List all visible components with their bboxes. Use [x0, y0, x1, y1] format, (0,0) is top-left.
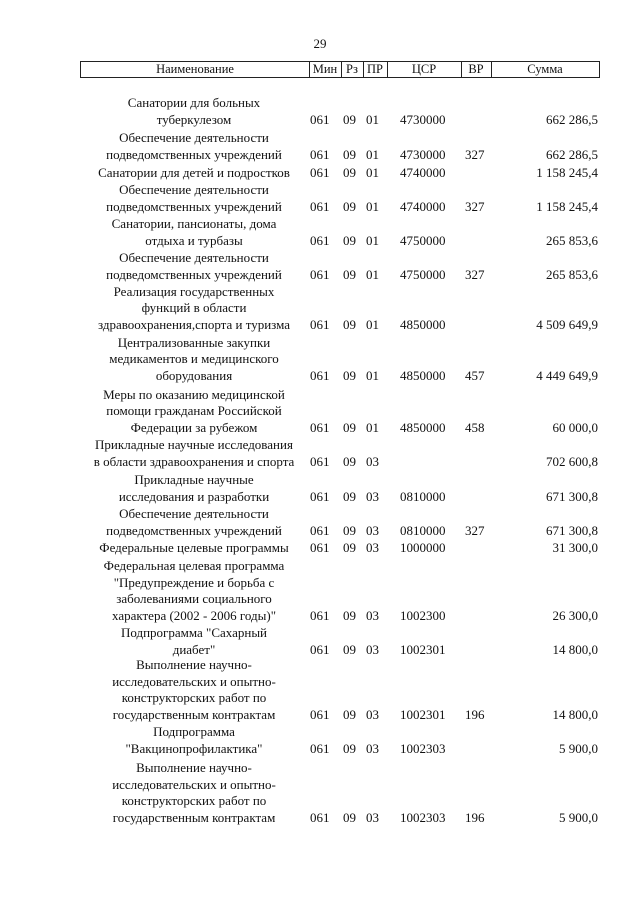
cell-pr: 01 — [366, 316, 379, 332]
row-name-line: Обеспечение деятельности — [119, 506, 269, 521]
row-name — [88, 437, 300, 470]
cell-pr: 03 — [366, 539, 379, 555]
row-name-line: Федерации за рубежом — [130, 419, 258, 435]
row-name-line: "Предупреждение и борьба с — [113, 574, 275, 590]
cell-min: 061 — [310, 809, 330, 825]
row-name — [88, 506, 300, 539]
cell-rz: 09 — [343, 539, 356, 555]
cell-min: 061 — [310, 641, 330, 657]
row-name-line: Подпрограмма — [153, 724, 235, 739]
row-name-line: конструкторских работ по — [121, 690, 267, 705]
row-name-line: Федеральные целевые программы — [99, 539, 289, 555]
cell-csr: 4740000 — [400, 164, 446, 180]
row-name-line: "Вакцинопрофилактика" — [125, 740, 263, 756]
cell-csr: 4850000 — [400, 419, 446, 435]
row-name — [88, 335, 300, 385]
row-name — [88, 724, 300, 757]
row-name-line: исследования и разработки — [118, 488, 270, 504]
cell-csr: 1000000 — [400, 539, 446, 555]
cell-rz: 09 — [343, 111, 356, 127]
row-name-line: исследовательских и опытно- — [112, 673, 276, 689]
cell-pr: 03 — [366, 453, 379, 469]
row-name-line: Выполнение научно- — [136, 657, 252, 672]
row-name-line: туберкулезом — [156, 111, 232, 127]
table-row — [0, 625, 640, 658]
cell-sum: 60 000,0 — [552, 419, 598, 435]
row-name-line: Обеспечение деятельности — [119, 182, 269, 197]
row-name — [88, 540, 300, 557]
cell-min: 061 — [310, 316, 330, 332]
page-number: 29 — [313, 36, 327, 51]
cell-sum: 1 158 245,4 — [536, 198, 598, 214]
cell-rz: 09 — [343, 198, 356, 214]
row-name — [88, 387, 300, 437]
cell-csr: 1002303 — [400, 809, 446, 825]
cell-pr: 01 — [366, 232, 379, 248]
row-name-line: здравоохранения,спорта и туризма — [97, 316, 291, 332]
cell-sum: 662 286,5 — [546, 111, 598, 127]
cell-vr: 196 — [465, 706, 485, 722]
row-name-line: Санатории для больных — [127, 95, 261, 110]
cell-csr: 4730000 — [400, 111, 446, 127]
row-name — [88, 657, 300, 723]
cell-pr: 03 — [366, 488, 379, 504]
cell-min: 061 — [310, 146, 330, 162]
cell-csr: 4850000 — [400, 316, 446, 332]
cell-pr: 03 — [366, 706, 379, 722]
row-name-line: помощи гражданам Российской — [106, 403, 282, 418]
cell-pr: 03 — [366, 809, 379, 825]
cell-min: 061 — [310, 232, 330, 248]
table-row — [0, 387, 640, 437]
table-row — [0, 540, 640, 557]
row-name-line: подведомственных учреждений — [106, 146, 282, 162]
row-name-line: конструкторских работ по — [121, 793, 267, 808]
cell-min: 061 — [310, 522, 330, 538]
row-name — [88, 760, 300, 826]
cell-min: 061 — [310, 367, 330, 383]
table-row — [0, 250, 640, 283]
table-row — [0, 95, 640, 128]
row-name-line: государственным контрактам — [112, 809, 276, 825]
cell-sum: 265 853,6 — [546, 232, 598, 248]
cell-csr: 1002300 — [400, 607, 446, 623]
row-name-line: медикаментов и медицинского — [109, 351, 279, 366]
cell-pr: 01 — [366, 367, 379, 383]
cell-rz: 09 — [343, 367, 356, 383]
cell-pr: 01 — [366, 266, 379, 282]
row-name-line: диабет" — [172, 641, 216, 657]
header-csr: ЦСР — [387, 62, 462, 77]
row-name-line: государственным контрактам — [112, 706, 276, 722]
cell-sum: 1 158 245,4 — [536, 164, 598, 180]
table-row — [0, 130, 640, 163]
row-name — [88, 558, 300, 624]
table-row — [0, 657, 640, 723]
table-row — [0, 472, 640, 505]
cell-min: 061 — [310, 706, 330, 722]
row-name-line: заболеваниями социального — [116, 591, 272, 606]
row-name-line: подведомственных учреждений — [106, 522, 282, 538]
cell-csr: 4750000 — [400, 266, 446, 282]
cell-min: 061 — [310, 266, 330, 282]
row-name — [88, 182, 300, 215]
cell-rz: 09 — [343, 488, 356, 504]
cell-vr: 327 — [465, 522, 485, 538]
table-row — [0, 558, 640, 624]
row-name-line: функций в области — [141, 300, 247, 315]
cell-min: 061 — [310, 488, 330, 504]
row-name-line: характера (2002 - 2006 годы)" — [111, 607, 276, 623]
row-name-line: Санатории, пансионаты, дома — [111, 216, 277, 231]
cell-pr: 03 — [366, 641, 379, 657]
cell-csr: 0810000 — [400, 522, 446, 538]
cell-vr: 327 — [465, 198, 485, 214]
header-sum: Сумма — [527, 62, 563, 76]
table-row — [0, 182, 640, 215]
row-name — [88, 95, 300, 128]
header-pr: ПР — [363, 62, 388, 77]
cell-sum: 662 286,5 — [546, 146, 598, 162]
cell-pr: 03 — [366, 607, 379, 623]
cell-sum: 4 449 649,9 — [536, 367, 598, 383]
row-name-line: исследовательских и опытно- — [112, 776, 276, 792]
cell-rz: 09 — [343, 164, 356, 180]
cell-sum: 5 900,0 — [559, 809, 598, 825]
row-name-line: Обеспечение деятельности — [119, 130, 269, 145]
row-name-line: Подпрограмма "Сахарный — [120, 625, 268, 640]
cell-pr: 03 — [366, 740, 379, 756]
cell-rz: 09 — [343, 453, 356, 469]
cell-csr: 4850000 — [400, 367, 446, 383]
table-row — [0, 506, 640, 539]
table-row — [0, 335, 640, 385]
row-name-line: подведомственных учреждений — [106, 266, 282, 282]
cell-sum: 4 509 649,9 — [536, 316, 598, 332]
table-row — [0, 724, 640, 757]
cell-pr: 01 — [366, 164, 379, 180]
cell-pr: 01 — [366, 111, 379, 127]
cell-rz: 09 — [343, 607, 356, 623]
header-vr: ВР — [461, 62, 492, 77]
header-name: Наименование — [81, 62, 310, 77]
cell-sum: 5 900,0 — [559, 740, 598, 756]
row-name-line: Реализация государственных — [113, 283, 275, 299]
row-name-line: оборудования — [155, 367, 233, 383]
row-name-line: подведомственных учреждений — [106, 198, 282, 214]
row-name-line: Выполнение научно- — [136, 760, 252, 775]
row-name-line: Обеспечение деятельности — [119, 250, 269, 265]
cell-min: 061 — [310, 111, 330, 127]
table-row — [0, 216, 640, 249]
cell-csr: 4750000 — [400, 232, 446, 248]
cell-min: 061 — [310, 453, 330, 469]
cell-sum: 265 853,6 — [546, 266, 598, 282]
cell-sum: 671 300,8 — [546, 522, 598, 538]
header-rz: Рз — [341, 62, 364, 77]
row-name-line: Прикладные научные исследования — [95, 437, 293, 452]
cell-sum: 31 300,0 — [552, 539, 598, 555]
cell-rz: 09 — [343, 266, 356, 282]
cell-pr: 03 — [366, 522, 379, 538]
row-name — [88, 216, 300, 249]
cell-vr: 196 — [465, 809, 485, 825]
cell-csr: 1002301 — [400, 641, 446, 657]
row-name — [88, 284, 300, 334]
cell-vr: 457 — [465, 367, 485, 383]
cell-sum: 26 300,0 — [552, 607, 598, 623]
row-name-line: Санатории для детей и подростков — [98, 164, 290, 180]
row-name-line: в области здравоохранения и спорта — [93, 453, 295, 469]
row-name — [88, 130, 300, 163]
table-row — [0, 284, 640, 334]
header-min: Мин — [309, 62, 342, 77]
row-name — [88, 472, 300, 505]
cell-sum: 671 300,8 — [546, 488, 598, 504]
cell-rz: 09 — [343, 232, 356, 248]
cell-csr: 0810000 — [400, 488, 446, 504]
cell-rz: 09 — [343, 809, 356, 825]
table-row — [0, 760, 640, 826]
table-header — [80, 61, 600, 78]
cell-rz: 09 — [343, 522, 356, 538]
cell-min: 061 — [310, 198, 330, 214]
cell-vr: 327 — [465, 146, 485, 162]
cell-min: 061 — [310, 607, 330, 623]
table-row — [0, 437, 640, 470]
cell-rz: 09 — [343, 740, 356, 756]
cell-vr: 458 — [465, 419, 485, 435]
cell-sum: 14 800,0 — [552, 641, 598, 657]
cell-rz: 09 — [343, 706, 356, 722]
row-name-line: отдыха и турбазы — [145, 232, 243, 248]
cell-csr: 4740000 — [400, 198, 446, 214]
row-name-line: Централизованные закупки — [117, 334, 271, 350]
cell-csr: 1002303 — [400, 740, 446, 756]
cell-rz: 09 — [343, 146, 356, 162]
cell-pr: 01 — [366, 419, 379, 435]
row-name — [88, 165, 300, 182]
cell-pr: 01 — [366, 146, 379, 162]
row-name — [88, 250, 300, 283]
table-row — [0, 165, 640, 182]
row-name-line: Прикладные научные — [134, 472, 254, 487]
row-name — [88, 625, 300, 658]
cell-rz: 09 — [343, 419, 356, 435]
cell-min: 061 — [310, 419, 330, 435]
cell-min: 061 — [310, 539, 330, 555]
cell-min: 061 — [310, 740, 330, 756]
cell-rz: 09 — [343, 316, 356, 332]
cell-vr: 327 — [465, 266, 485, 282]
cell-csr: 4730000 — [400, 146, 446, 162]
row-name-line: Федеральная целевая программа — [103, 558, 285, 573]
cell-sum: 702 600,8 — [546, 453, 598, 469]
cell-pr: 01 — [366, 198, 379, 214]
row-name-line: Меры по оказанию медицинской — [103, 386, 285, 402]
cell-min: 061 — [310, 164, 330, 180]
cell-sum: 14 800,0 — [552, 706, 598, 722]
cell-csr: 1002301 — [400, 706, 446, 722]
cell-rz: 09 — [343, 641, 356, 657]
